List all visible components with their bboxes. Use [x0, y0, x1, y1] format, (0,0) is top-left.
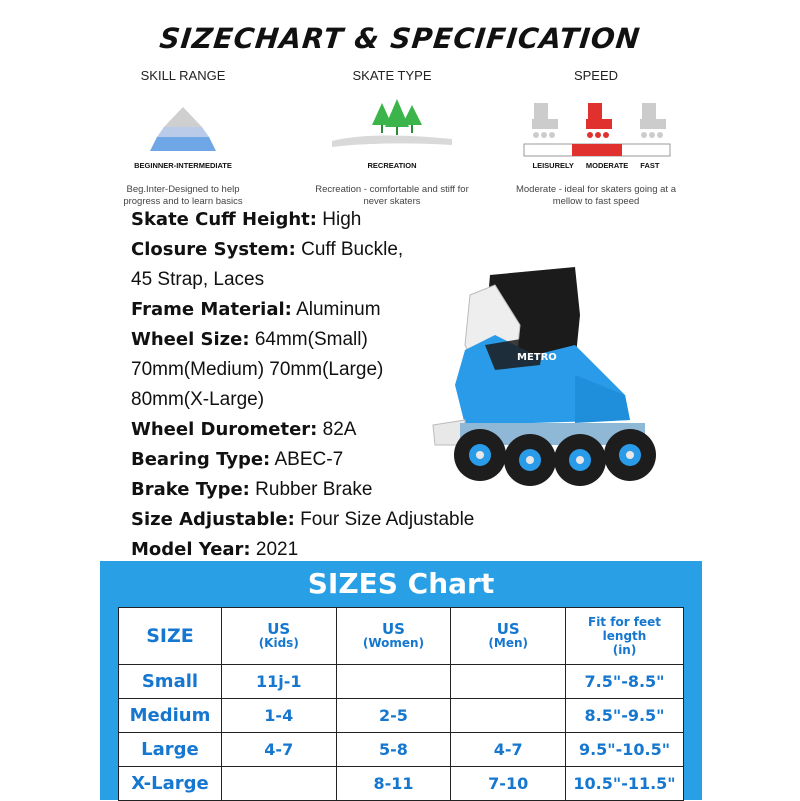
sizes-chart-title: SIZES Chart [307, 567, 495, 600]
spec-value: Aluminum [296, 299, 381, 320]
pyramid-icon [63, 89, 303, 159]
spec-label: Skate Cuff Height: [131, 209, 317, 230]
skill-range-section [63, 68, 303, 208]
spec-label: Frame Material: [131, 299, 292, 320]
table-cell [451, 699, 566, 733]
speed-label-moderate: MODERATE [585, 161, 629, 170]
speed-labels [476, 161, 716, 170]
spec-value: Cuff Buckle, [301, 239, 404, 260]
table-header-row [119, 608, 684, 665]
spec-value: 82A [322, 419, 357, 440]
sizes-table-wrap [118, 607, 684, 800]
skate-brand-text: METRO [517, 352, 557, 363]
spec-label: Closure System: [131, 239, 296, 260]
table-cell: 9.5"-10.5" [566, 733, 684, 767]
table-cell [451, 665, 566, 699]
table-cell: Medium [119, 699, 222, 733]
page-title: SIZECHART & SPECIFICATION [157, 22, 643, 55]
spec-value: 2021 [255, 539, 299, 560]
table-cell: 1-4 [221, 699, 336, 733]
spec-value: ABEC-7 [274, 449, 344, 470]
spec-value: 45 Strap, Laces [131, 269, 265, 290]
table-cell [336, 665, 451, 699]
spec-value: Rubber Brake [255, 479, 373, 500]
table-cell: X-Large [119, 767, 222, 801]
table-cell: Small [119, 665, 222, 699]
spec-label: Bearing Type: [131, 449, 271, 470]
table-row [119, 665, 684, 699]
table-row [119, 733, 684, 767]
spec-value: Four Size Adjustable [300, 509, 475, 530]
skate-type-description: Recreation - comfortable and stiff for never skaters [315, 184, 469, 207]
speed-label-leisurely: LEISURELY [532, 161, 574, 170]
sizes-table [118, 607, 684, 801]
table-cell: 5-8 [336, 733, 451, 767]
table-row [119, 699, 684, 733]
spec-value: 70mm(Medium) 70mm(Large) [131, 359, 384, 380]
skill-range-label: BEGINNER-INTERMEDIATE [134, 161, 232, 170]
sizes-chart-panel [100, 561, 702, 800]
speed-heading: SPEED [573, 68, 619, 83]
spec-label: Wheel Size: [131, 329, 250, 350]
speed-description: Moderate - ideal for skaters going at a mellow to fast speed [515, 184, 676, 207]
table-cell: 8-11 [336, 767, 451, 801]
table-cell: 2-5 [336, 699, 451, 733]
spec-value: High [322, 209, 362, 230]
spec-cuff-height [131, 205, 511, 235]
header-size: SIZE [119, 608, 222, 665]
table-cell: 7.5"-8.5" [566, 665, 684, 699]
table-cell: Large [119, 733, 222, 767]
speed-label-fast: FAST [640, 161, 660, 170]
table-cell: 4-7 [451, 733, 566, 767]
skill-range-description: Beg.Inter-Designed to help progress and to learn basics [123, 184, 243, 207]
spec-label: Wheel Durometer: [131, 419, 318, 440]
inline-skate-image [425, 255, 675, 515]
spec-label: Size Adjustable: [131, 509, 295, 530]
skill-range-heading: SKILL RANGE [140, 68, 226, 83]
table-cell: 11j-1 [221, 665, 336, 699]
table-row [119, 767, 684, 801]
skate-type-heading: SKATE TYPE [352, 68, 432, 83]
skate-type-label: RECREATION [367, 161, 417, 170]
table-cell: 4-7 [221, 733, 336, 767]
table-cell: 8.5"-9.5" [566, 699, 684, 733]
spec-label: Model Year: [131, 539, 251, 560]
skates-speed-icon [476, 89, 716, 159]
spec-label: Brake Type: [131, 479, 250, 500]
table-cell: 7-10 [451, 767, 566, 801]
spec-value: 64mm(Small) [254, 329, 368, 350]
table-cell: 10.5"-11.5" [566, 767, 684, 801]
table-cell [221, 767, 336, 801]
speed-section [476, 68, 716, 208]
header-us-women: US (Women) [336, 608, 451, 665]
header-us-men: US (Men) [451, 608, 566, 665]
spec-value: 80mm(X-Large) [131, 389, 265, 410]
header-us-kids: US (Kids) [221, 608, 336, 665]
header-foot-length: Fit for feet length (in) [566, 608, 684, 665]
